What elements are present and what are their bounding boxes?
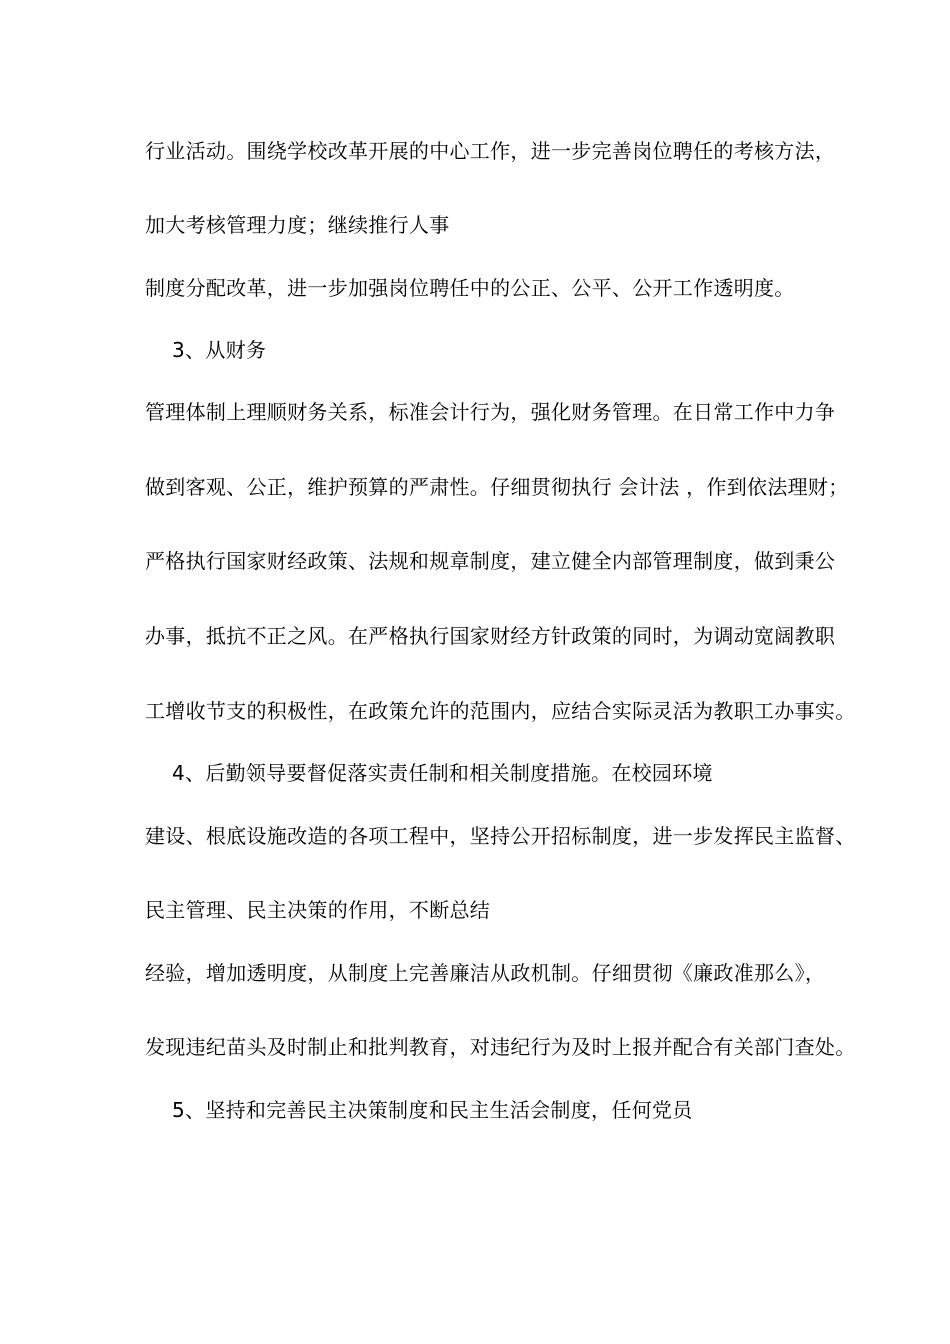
- paragraph-line: 建设、根底设施改造的各项工程中，坚持公开招标制度，进一步发挥民主监督、: [145, 824, 856, 848]
- paragraph-line: 民主管理、民主决策的作用，不断总结: [145, 898, 491, 922]
- paragraph-line: 工增收节支的积极性，在政策允许的范围内，应结合实际灵活为教职工办事实。: [145, 699, 856, 723]
- paragraph-line: 做到客观、公正，维护预算的严肃性。仔细贯彻执行 会计法 ，作到依法理财；: [145, 475, 849, 499]
- paragraph-line: 办事，抵抗不正之风。在严格执行国家财经方针政策的同时，为调动宽阔教职: [145, 624, 836, 648]
- section-heading: 3、从财务: [172, 338, 267, 362]
- paragraph-line: 加大考核管理力度；继续推行人事: [145, 213, 450, 237]
- paragraph-line: 管理体制上理顺财务关系，标准会计行为，强化财务管理。在日常工作中力争: [145, 400, 836, 424]
- paragraph-line: 制度分配改革，进一步加强岗位聘任中的公正、公平、公开工作透明度。: [145, 276, 795, 300]
- section-heading: 4、后勤领导要督促落实责任制和相关制度措施。在校园环境: [172, 761, 713, 785]
- paragraph-line: 发现违纪苗头及时制止和批判教育，对违纪行为及时上报并配合有关部门查处。: [145, 1035, 856, 1059]
- paragraph-line: 经验，增加透明度，从制度上完善廉洁从政机制。仔细贯彻《廉政准那么》，: [145, 961, 826, 985]
- paragraph-line: 严格执行国家财经政策、法规和规章制度，建立健全内部管理制度，做到秉公: [145, 549, 836, 573]
- paragraph-line: 行业活动。围绕学校改革开展的中心工作，进一步完善岗位聘任的考核方法，: [145, 139, 836, 163]
- section-heading: 5、坚持和完善民主决策制度和民主生活会制度，任何党员: [172, 1098, 693, 1122]
